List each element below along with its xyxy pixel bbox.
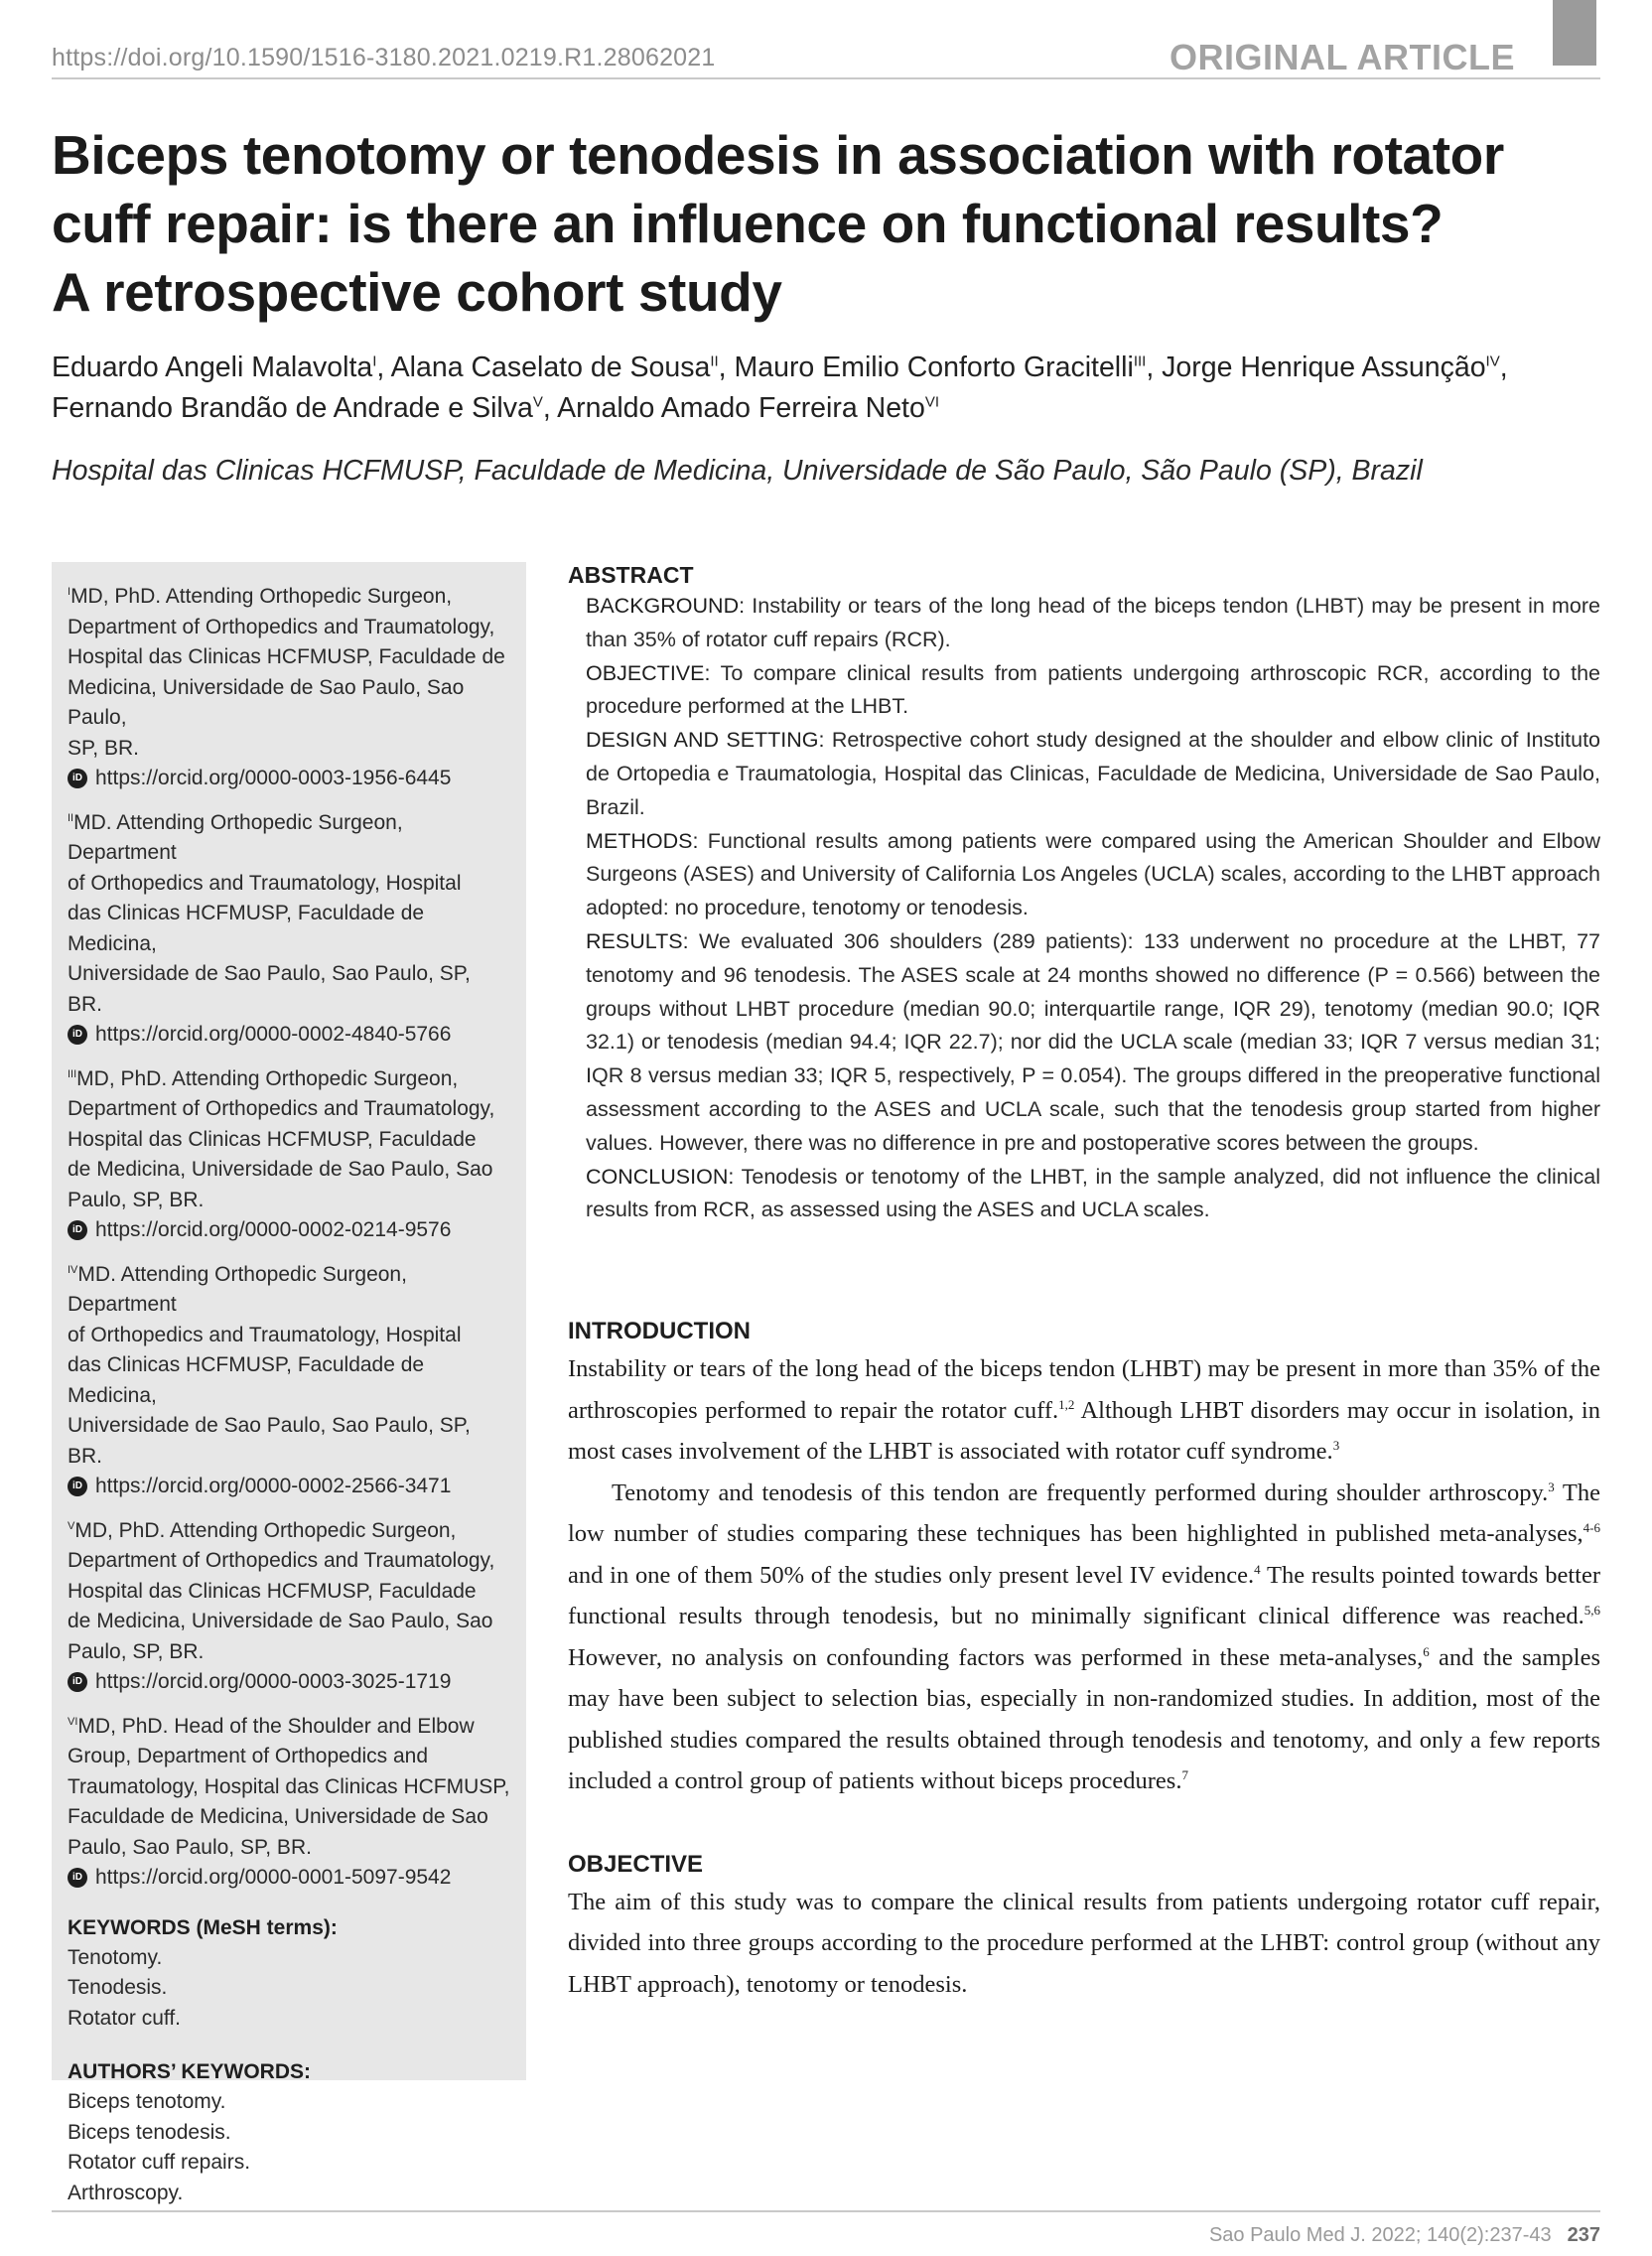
doi-link[interactable]: https://doi.org/10.1590/1516-3180.2021.0219.R1.28062021 [52, 44, 716, 71]
page-header [52, 34, 1596, 77]
title-line: Biceps tenotomy or tenodesis in association with rotator [52, 124, 1504, 186]
citation: 3 [1332, 1437, 1340, 1453]
author-info-sidebar [52, 562, 526, 2204]
orcid-icon: iD [68, 1672, 87, 1692]
author-note [68, 1712, 510, 1894]
header-divider [52, 77, 1600, 79]
author-name: Arnaldo Amado Ferreira Neto [557, 392, 925, 424]
author-note-line: $^{II}$MD. Attending Orthopedic Surgeon, Department [68, 810, 403, 864]
author-note-line: Paulo, Sao Paulo, SP, BR. [68, 1835, 312, 1859]
author-note-line: $^{IV}$MD. Attending Orthopedic Surgeon, Department [68, 1262, 407, 1316]
citation: 4 [1254, 1561, 1261, 1577]
footer-divider [52, 2210, 1600, 2212]
keyword: Tenodesis. [68, 1976, 168, 1999]
citation: 4-6 [1583, 1519, 1600, 1535]
citation: 7 [1181, 1766, 1188, 1782]
author-name: Mauro Emilio Conforto Gracitelli [734, 352, 1134, 383]
author-mark: V [532, 393, 543, 411]
introduction-heading: INTRODUCTION [568, 1318, 751, 1344]
citation: 6 [1423, 1643, 1430, 1659]
author-note-line: Hospital das Clinicas HCFMUSP, Faculdade de [68, 645, 505, 668]
orcid-link[interactable]: iD https://orcid.org/0000-0003-3025-1719 [68, 1667, 510, 1698]
author-note-line: $^{III}$MD, PhD. Attending Orthopedic Surgeon, [68, 1066, 459, 1090]
author-note-line: Department of Orthopedics and Traumatology, [68, 1097, 495, 1120]
abstract-background: BACKGROUND: Instability or tears of the long head of the biceps tendon (LHBT) may be present in more than 35% of rotator cuff repairs (RCR). [586, 594, 1600, 651]
author-name: Eduardo Angeli Malavolta [52, 352, 373, 383]
author-note [68, 582, 510, 794]
author-note-line: $^{VI}$MD, PhD. Head of the Shoulder and Elbow [68, 1714, 475, 1738]
author-notes [68, 582, 510, 1894]
orcid-icon: iD [68, 1220, 87, 1240]
journal-citation: Sao Paulo Med J. 2022; 140(2):237-43 [1208, 2224, 1552, 2246]
keyword: Arthroscopy. [68, 2181, 184, 2204]
orcid-link[interactable]: iD https://orcid.org/0000-0002-0214-9576 [68, 1215, 510, 1246]
author-note-line: Traumatology, Hospital das Clinicas HCFMUSP, [68, 1774, 510, 1798]
author-list [52, 348, 1600, 429]
author-mark: I [68, 586, 71, 598]
section-label: ORIGINAL ARTICLE [1170, 37, 1515, 77]
author-note-line: SP, BR. [68, 736, 139, 760]
author-mark: IV [1485, 352, 1500, 370]
author-note-line: Department of Orthopedics and Traumatology, [68, 615, 495, 638]
affiliation: Hospital das Clinicas HCFMUSP, Faculdade de Medicina, Universidade de São Paulo, São Paulo (SP), Brazil [52, 455, 1423, 487]
citation: 3 [1548, 1479, 1555, 1494]
author-note [68, 1064, 510, 1246]
author-note-line: Paulo, SP, BR. [68, 1188, 205, 1211]
title-line: cuff repair: is there an influence on functional results? [52, 193, 1444, 254]
author-note-line: Faculdade de Medicina, Universidade de Sao [68, 1805, 488, 1828]
introduction-paragraph: Instability or tears of the long head of the biceps tendon (LHBT) may be present in more than 35% of the arthroscopies performed to repair the rotator cuff.$^{1,2}$ Although LHBT disorders may occur in isolation, in most cases involvement of the LHBT is associated with rotator cuff syndrome.$^3$ [568, 1355, 1600, 1465]
author-note-line: Medicina, Universidade de Sao Paulo, Sao Paulo, [68, 675, 465, 729]
keyword: Rotator cuff. [68, 2006, 182, 2030]
article-body [568, 1315, 1600, 2005]
keyword: Tenotomy. [68, 1945, 163, 1969]
author-mark: IV [68, 1263, 78, 1276]
keyword: Biceps tenotomy. [68, 2090, 226, 2113]
author-note-line: das Clinicas HCFMUSP, Faculdade de Medicina, [68, 902, 425, 955]
abstract-conclusion: CONCLUSION: Tenodesis or tenotomy of the LHBT, in the sample analyzed, did not influence the clinical results from RCR, as assessed using the ASES and UCLA scales. [586, 1164, 1600, 1222]
orcid-link[interactable]: iD https://orcid.org/0000-0002-2566-3471 [68, 1472, 510, 1502]
authors-keywords-heading: AUTHORS’ KEYWORDS: [68, 2060, 312, 2083]
author-mark: III [68, 1067, 77, 1080]
abstract-methods: METHODS: Functional results among patients were compared using the American Shoulder and Elbow Surgeons (ASES) and University of California Los Angeles (UCLA) scales, according to the LHBT approach adopted: no procedure, tenotomy or tenodesis. [586, 828, 1600, 920]
author-note-line: of Orthopedics and Traumatology, Hospital [68, 871, 462, 895]
author-line: Eduardo Angeli Malavolta$^I$, Alana Caselato de Sousa$^{II}$, Mauro Emilio Conforto Gracitelli$^{III}$, Jorge Henrique Assunção$^{IV}$, [52, 352, 1508, 383]
section-marker-block [1553, 0, 1596, 66]
page-footer [1209, 2224, 1600, 2247]
author-mark: VI [924, 393, 940, 411]
author-note-line: de Medicina, Universidade de Sao Paulo, Sao [68, 1610, 493, 1632]
abstract-objective: OBJECTIVE: To compare clinical results from patients undergoing arthroscopic RCR, according to the procedure performed at the LHBT. [586, 660, 1600, 719]
author-note-line: Universidade de Sao Paulo, Sao Paulo, SP, BR. [68, 1414, 471, 1468]
author-mark: VI [68, 1715, 78, 1728]
author-note-line: of Orthopedics and Traumatology, Hospital [68, 1323, 462, 1346]
mesh-keywords-heading: KEYWORDS (MeSH terms): [68, 1915, 338, 1939]
author-note-line: Paulo, SP, BR. [68, 1639, 205, 1663]
keyword: Rotator cuff repairs. [68, 2151, 251, 2174]
author-mark: II [710, 352, 719, 370]
author-name: Fernando Brandão de Andrade e Silva [52, 392, 533, 424]
abstract-results: RESULTS: We evaluated 306 shoulders (289 patients): 133 underwent no procedure at the LHBT, 77 tenotomy and 96 tenodesis. The ASES scale at 24 months showed no difference (P = 0.566) between the groups without LHBT procedure (median 90.0; interquartile range, IQR 29), tenotomy (median 90.0; IQR 32.1) or tenodesis (median 94.4; IQR 22.7); nor did the UCLA scale (median 33; IQR 7 versus median 31; IQR 8 versus median 33; IQR 5, respectively, P = 0.054). The groups differed in the preoperative functional assessment according to the ASES and UCLA scale, such that the tenodesis group started from higher values. However, there was no difference in pre and postoperative scores between the groups. [586, 928, 1600, 1155]
orcid-link[interactable]: iD https://orcid.org/0000-0003-1956-6445 [68, 764, 510, 794]
orcid-icon: iD [68, 1477, 87, 1496]
orcid-icon: iD [68, 1025, 87, 1045]
keyword: Biceps tenodesis. [68, 2120, 231, 2144]
page-number: 237 [1567, 2224, 1600, 2246]
citation: 5,6 [1583, 1602, 1600, 1618]
author-note-line: de Medicina, Universidade de Sao Paulo, Sao [68, 1158, 493, 1181]
author-note-line: Department of Orthopedics and Traumatology, [68, 1549, 495, 1572]
citation: 1,2 [1058, 1396, 1075, 1412]
orcid-link[interactable]: iD https://orcid.org/0000-0002-4840-5766 [68, 1020, 510, 1051]
orcid-icon: iD [68, 1868, 87, 1888]
abstract-design: DESIGN AND SETTING: Retrospective cohort study designed at the shoulder and elbow clinic of Instituto de Ortopedia e Traumatologia, Hospital das Clinicas, Faculdade de Medicina, Universidade de Sao Paulo, Brazil. [586, 728, 1600, 819]
author-mark: II [68, 811, 74, 824]
author-note [68, 1260, 510, 1502]
author-note-line: Universidade de Sao Paulo, Sao Paulo, SP, BR. [68, 962, 471, 1016]
author-mark: I [372, 352, 377, 370]
abstract-heading: ABSTRACT [568, 562, 694, 588]
author-mark: V [68, 1519, 75, 1532]
objective-heading: OBJECTIVE [568, 1850, 704, 1878]
orcid-icon: iD [68, 769, 87, 788]
article-title [52, 121, 1600, 327]
author-note-line: $^I$MD, PhD. Attending Orthopedic Surgeon, [68, 585, 453, 608]
author-note-line: Hospital das Clinicas HCFMUSP, Faculdade [68, 1579, 477, 1603]
author-note-line: Group, Department of Orthopedics and [68, 1745, 429, 1767]
title-line: A retrospective cohort study [52, 261, 782, 323]
author-note-line: das Clinicas HCFMUSP, Faculdade de Medicina, [68, 1353, 425, 1407]
author-line: Fernando Brandão de Andrade e Silva$^V$, Arnaldo Amado Ferreira Neto$^{VI}$ [52, 392, 940, 424]
author-note [68, 808, 510, 1051]
author-note-line: Hospital das Clinicas HCFMUSP, Faculdade [68, 1127, 477, 1151]
author-name: Alana Caselato de Sousa [390, 352, 711, 383]
abstract [568, 560, 1600, 1227]
author-name: Jorge Henrique Assunção [1162, 352, 1486, 383]
introduction-paragraph: Tenotomy and tenodesis of this tendon are frequently performed during shoulder arthroscopy.$^3$ The low number of studies comparing these techniques has been highlighted in published meta-analyses,$^{4-6}$ and in one of them 50% of the studies only present level IV evidence.$^4$ The results pointed towards better functional results through tenodesis, but no minimally significant clinical difference was reached.$^{5,6}$ However, no analysis on confounding factors was performed in these meta-analyses,$^6$ and the samples may have been subject to selection bias, especially in non-randomized studies. In addition, most of the published studies compared the results obtained through tenodesis and tenotomy, and only a few reports included a control group of patients without biceps procedures.$^7$ [568, 1479, 1600, 1794]
orcid-link[interactable]: iD https://orcid.org/0000-0001-5097-9542 [68, 1863, 510, 1894]
author-note [68, 1516, 510, 1698]
objective-paragraph: The aim of this study was to compare the clinical results from patients undergoing rotator cuff repair, divided into three groups according to the procedure performed at the LHBT: control group (without any LHBT approach), tenotomy or tenodesis. [568, 1888, 1600, 1998]
author-mark: III [1133, 352, 1147, 370]
author-note-line: $^V$MD, PhD. Attending Orthopedic Surgeon, [68, 1518, 457, 1542]
